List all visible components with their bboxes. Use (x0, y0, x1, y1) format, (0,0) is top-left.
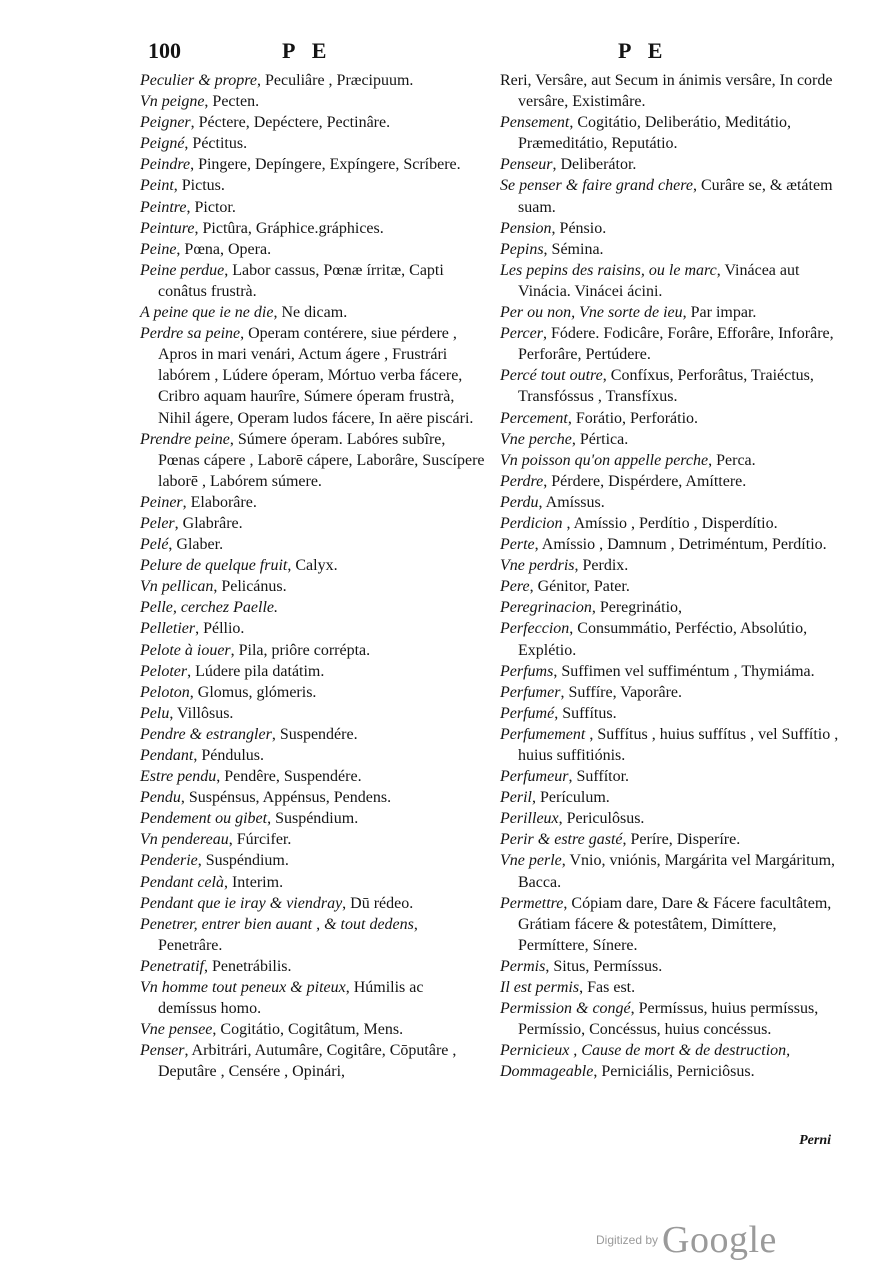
entry-translation: , Deliberátor. (552, 156, 637, 174)
dictionary-entry (140, 597, 486, 618)
entry-headword: Pelure de quelque fruit (140, 557, 288, 575)
dictionary-entry (140, 703, 486, 724)
entry-translation: , Suffimen vel suffiméntum , Thymiáma. (553, 662, 815, 680)
entry-headword: Percer (500, 325, 543, 343)
entry-translation: , Lúdere pila datátim. (187, 662, 325, 680)
dictionary-entry (140, 133, 486, 154)
entry-translation: , Sémina. (543, 240, 604, 258)
dictionary-entry (140, 640, 486, 661)
dictionary-entry (140, 175, 486, 196)
entry-translation: , Permíssus, huius permíssus, Permíssio, Concéssus, huius concéssus. (518, 1000, 819, 1039)
entry-headword: Pernicieux , Cause de mort & de destruction, (500, 1042, 791, 1060)
entry-translation: , Elaborâre. (182, 493, 257, 511)
dictionary-entry (140, 154, 486, 175)
entry-headword: Peloter (140, 662, 188, 680)
entry-headword: A peine que ie ne die (140, 304, 274, 322)
dictionary-entry (500, 682, 842, 703)
entry-headword: Vne perdris (500, 557, 575, 575)
entry-translation: , Suffítus , huius suffítus , vel Suffítio , huius suffitiónis. (518, 725, 839, 764)
entry-headword: Dommageable (500, 1063, 594, 1081)
entry-translation: , Situs, Permíssus. (545, 957, 663, 975)
entry-headword: Permission & congé (500, 1000, 631, 1018)
entry-headword: Permettre (500, 894, 564, 912)
entry-headword: Vne perle (500, 852, 562, 870)
entry-headword: Vn pellican (140, 578, 214, 596)
entry-translation: , Dū rédeo. (342, 894, 414, 912)
dictionary-entry (140, 1040, 486, 1082)
entry-translation: , Pendêre, Suspendére. (216, 768, 362, 786)
entry-translation: , Vnio, vniónis, Margárita vel Margáritum, Bacca. (518, 852, 836, 891)
entry-headword: Pension (500, 219, 552, 237)
entry-headword: Peigner (140, 114, 191, 132)
entry-headword: Pendre & estrangler (140, 725, 272, 743)
entry-translation: , Ne dicam. (273, 304, 348, 322)
entry-translation: , Pictus. (173, 177, 225, 195)
entry-headword: Pelé (140, 536, 169, 554)
entry-translation: , Fúrcifer. (228, 831, 292, 849)
dictionary-entry (500, 239, 842, 260)
dictionary-entry (500, 724, 842, 766)
entry-headword: Permis (500, 957, 546, 975)
entry-headword: Peigné (140, 135, 185, 153)
dictionary-entry (140, 766, 486, 787)
entry-headword: Penser (140, 1042, 185, 1060)
dictionary-entry (500, 618, 842, 660)
dictionary-entry (140, 112, 486, 133)
entry-translation: , Péndulus. (193, 747, 264, 764)
entry-translation: , Pérdere, Dispérdere, Amíttere. (543, 472, 747, 490)
entry-headword: Penderie (140, 852, 198, 870)
entry-translation: , Péllio. (195, 620, 245, 638)
entry-translation: , Confíxus, Perforâtus, Traiéctus, Transfóssus , Transfíxus. (518, 367, 814, 406)
entry-headword: Pendu (140, 789, 181, 807)
entry-translation: , Cogitátio, Deliberátio, Meditátio, Præmeditátio, Reputátio. (518, 114, 792, 153)
digitization-footer (596, 1218, 777, 1262)
entry-headword: Perfums (500, 662, 554, 680)
entry-translation: , Suspendére. (271, 725, 358, 743)
dictionary-entry (140, 576, 486, 597)
dictionary-entry (500, 576, 842, 597)
entry-translation: , Arbitrári, Autumâre, Cogitâre, Cōputâre , Deputâre , Censére , Opinári, (158, 1042, 457, 1081)
dictionary-entry (500, 977, 842, 998)
entry-translation: , Penetrâre. (158, 915, 418, 954)
entry-translation: , Perículum. (532, 789, 610, 807)
entry-translation: , Suspéndium. (197, 852, 289, 870)
dictionary-entry (140, 787, 486, 808)
entry-translation: , Pértica. (571, 430, 629, 448)
entry-headword: Estre pendu (140, 768, 217, 786)
dictionary-entry (140, 872, 486, 893)
entry-translation: , Villôsus. (169, 704, 234, 722)
dictionary-entry (500, 175, 842, 217)
entry-translation: , Amíssio , Damnum , Detriméntum, Perdítio. (534, 536, 827, 554)
entry-translation: , Pictor. (186, 198, 236, 216)
dictionary-entry (500, 450, 842, 471)
entry-headword: Perdu (500, 493, 539, 511)
entry-headword: Per ou non, Vne sorte de ieu (500, 304, 683, 322)
dictionary-entry (140, 893, 486, 914)
entry-headword: Prendre peine (140, 430, 230, 448)
dictionary-entry (140, 682, 486, 703)
dictionary-entry (500, 956, 842, 977)
entry-translation: , Forátio, Perforátio. (567, 409, 699, 427)
entry-headword: Peindre (140, 156, 191, 174)
dictionary-entry (500, 218, 842, 239)
entry-translation: , Curâre se, & ætátem suam. (518, 177, 833, 216)
dictionary-entry (500, 1040, 842, 1061)
dictionary-entry (500, 555, 842, 576)
entry-headword: Perte (500, 536, 535, 554)
entry-headword: Pepins (500, 240, 544, 258)
dictionary-entry (500, 302, 842, 323)
entry-translation: , Génitor, Pater. (529, 578, 630, 596)
entry-headword: Penetratif (140, 957, 204, 975)
dictionary-entry (500, 534, 842, 555)
entry-translation: , Peregrinátio, (591, 599, 683, 617)
entry-headword: Vne pensee (140, 1021, 213, 1039)
dictionary-entry (140, 197, 486, 218)
entry-translation: , Períre, Disperíre. (622, 831, 741, 849)
dictionary-entry (500, 513, 842, 534)
entry-headword: Peloton (140, 683, 190, 701)
entry-translation: , Amíssus. (538, 493, 605, 511)
entry-headword: Perfeccion (500, 620, 570, 638)
entry-translation: , Fas est. (579, 979, 636, 997)
right-column (500, 70, 842, 1083)
dictionary-entry (500, 766, 842, 787)
entry-headword: Peintre (140, 198, 187, 216)
entry-headword: Perir & estre gasté (500, 831, 623, 849)
entry-translation: , Húmilis ac demíssus homo. (158, 979, 424, 1018)
dictionary-entry (140, 555, 486, 576)
entry-headword: Pere (500, 578, 530, 596)
left-column (140, 70, 486, 1083)
entry-headword: Il est permis (500, 979, 580, 997)
entry-translation: , Perniciális, Perniciôsus. (593, 1063, 755, 1081)
dictionary-entry (140, 914, 486, 956)
dictionary-entry (500, 408, 842, 429)
dictionary-entry (140, 618, 486, 639)
entry-headword: Percé tout outre (500, 367, 603, 385)
dictionary-entry (500, 597, 842, 618)
entry-translation: , Cópiam dare, Dare & Fácere facultâtem, Grátiam fácere & potestâtem, Dimíttere, Permíttere, Sínere. (518, 894, 832, 954)
entry-headword: Pendant que ie iray & viendray (140, 894, 343, 912)
entry-translation: , Pœna, Opera. (176, 240, 272, 258)
digitized-by-label: Digitized by (596, 1233, 659, 1247)
entry-headword: Peine perdue (140, 261, 225, 279)
entry-translation: , Vinácea aut Vinácia. Vinácei ácini. (518, 261, 800, 300)
entry-headword: Pelote à iouer (140, 641, 231, 659)
dictionary-entry (500, 893, 842, 956)
entry-translation: , Par impar. (682, 304, 757, 322)
dictionary-entry (140, 956, 486, 977)
entry-translation: , Péctitus. (184, 135, 248, 153)
entry-headword: Peine (140, 240, 177, 258)
entry-headword: Peculier & propre (140, 72, 258, 89)
dictionary-entry (500, 471, 842, 492)
entry-translation: , Peculiâre , Præcipuum. (257, 72, 414, 89)
entry-headword: Perfumer (500, 683, 561, 701)
entry-translation: , Cogitátio, Cogitâtum, Mens. (212, 1021, 404, 1039)
entry-headword: Penseur (500, 156, 553, 174)
entry-translation: , Perdix. (574, 557, 629, 575)
entry-translation: , Pictûra, Gráphice.gráphices. (194, 219, 384, 237)
entry-translation: , Glomus, glómeris. (189, 683, 317, 701)
entry-translation: , Pecten. (204, 93, 260, 111)
dictionary-entry (140, 492, 486, 513)
dictionary-entry (140, 70, 486, 91)
entry-translation: , Glaber. (168, 536, 224, 554)
entry-headword: Peregrinacion (500, 599, 592, 617)
entry-translation: , Suffíre, Vaporâre. (560, 683, 683, 701)
entry-translation: , Interim. (223, 873, 284, 891)
entry-headword: Percement (500, 409, 568, 427)
entry-translation: , Pingere, Depíngere, Expíngere, Scríbere. (190, 156, 461, 174)
entry-translation: , Periculôsus. (558, 810, 645, 828)
dictionary-entry (140, 302, 486, 323)
entry-translation: , Suspéndium. (267, 810, 359, 828)
entry-headword: Vn peigne (140, 93, 205, 111)
dictionary-entry (500, 70, 842, 112)
entry-translation: , Pila, priôre corrépta. (230, 641, 371, 659)
entry-headword: Perdicion (500, 514, 563, 532)
dictionary-entry (140, 1019, 486, 1040)
dictionary-entry (500, 365, 842, 407)
entry-headword: Penetrer, entrer bien auant , & tout dedens (140, 915, 414, 933)
entry-translation: , Labor cassus, Pœnæ írritæ, Capti conâtus frustrà. (158, 261, 444, 300)
dictionary-entry (500, 492, 842, 513)
dictionary-entry (500, 829, 842, 850)
entry-translation: , Operam contérere, siue pérdere , Apros in mari venári, Actum ágere , Frustrári labórem , Lúdere óperam, Mórtuo verba fácere, Cribro aquam haurîre, Súmere óperam frustrà, Nihil ágere, Operam ludos fácere, In aëre piscári. (158, 325, 474, 427)
dictionary-entry (140, 745, 486, 766)
dictionary-entry (140, 91, 486, 112)
entry-translation: , Calyx. (287, 557, 338, 575)
entry-headword: Pelle, cerchez Paelle. (140, 599, 278, 617)
dictionary-entry (500, 429, 842, 450)
dictionary-entry (500, 703, 842, 724)
google-logo: Google (662, 1219, 777, 1261)
dictionary-entry (500, 1061, 842, 1082)
entry-headword: Perfumeur (500, 768, 569, 786)
entry-headword: Perilleux (500, 810, 559, 828)
entry-translation: , Consummátio, Perféctio, Absolútio, Explétio. (518, 620, 808, 659)
entry-headword: Se penser & faire grand chere (500, 177, 693, 195)
entry-translation: , Suspénsus, Appénsus, Pendens. (180, 789, 392, 807)
entry-translation: , Pelicánus. (213, 578, 287, 596)
entry-translation: , Súmere óperam. Labóres subîre, Pœnas cápere , Laborē cápere, Laborâre, Suscípere laborē , Labórem súmere. (158, 430, 485, 490)
dictionary-entry (500, 850, 842, 892)
dictionary-entry (500, 661, 842, 682)
entry-translation: , Suffítus. (554, 704, 617, 722)
entry-translation: , Perca. (708, 451, 756, 469)
entry-headword: Peinture (140, 219, 195, 237)
dictionary-entry (140, 977, 486, 1019)
dictionary-entry (140, 239, 486, 260)
entry-translation: , Glabrâre. (174, 514, 243, 532)
dictionary-entry (500, 323, 842, 365)
dictionary-entry (500, 154, 842, 175)
entry-headword: Pelletier (140, 620, 196, 638)
entry-headword: Peiner (140, 493, 183, 511)
dictionary-entry (140, 534, 486, 555)
dictionary-entry (140, 260, 486, 302)
entry-headword: Pendant (140, 747, 194, 764)
dictionary-entry (140, 808, 486, 829)
dictionary-entry (140, 661, 486, 682)
entry-translation: , Péctere, Depéctere, Pectinâre. (190, 114, 391, 132)
entry-translation: , Amíssio , Perdítio , Disperdítio. (562, 514, 778, 532)
left-running-head: P E (282, 38, 333, 63)
entry-headword: Peint (140, 177, 174, 195)
dictionary-entry (500, 260, 842, 302)
right-running-head: P E (618, 38, 669, 63)
entry-headword: Perdre (500, 472, 544, 490)
page-number: 100 (148, 38, 181, 63)
entry-headword: Perfumement (500, 725, 586, 743)
entry-translation: , Fódere. Fodicâre, Forâre, Efforâre, Inforâre, Perforâre, Pertúdere. (518, 325, 834, 364)
entry-headword: Vn poisson qu'on appelle perche (500, 451, 709, 469)
catchword: Perni (799, 1133, 831, 1148)
dictionary-entry (140, 513, 486, 534)
entry-headword: Vne perche (500, 430, 572, 448)
dictionary-entry (140, 218, 486, 239)
entry-headword: Pensement (500, 114, 570, 132)
dictionary-entry (500, 787, 842, 808)
dictionary-entry (500, 112, 842, 154)
entry-headword: Peril (500, 789, 532, 807)
entry-translation: Reri, Versâre, aut Secum in ánimis versâre, In corde versâre, Existimâre. (500, 72, 833, 111)
dictionary-entry (140, 429, 486, 492)
entry-translation: , Penetrábilis. (203, 957, 292, 975)
dictionary-entry (140, 724, 486, 745)
entry-headword: Perdre sa peine (140, 325, 241, 343)
entry-headword: Pelu (140, 704, 170, 722)
dictionary-entry (140, 829, 486, 850)
entry-headword: Pendant celà (140, 873, 224, 891)
dictionary-entry (140, 850, 486, 871)
entry-headword: Vn homme tout peneux & piteux (140, 979, 346, 997)
dictionary-entry (140, 323, 486, 428)
entry-headword: Pendement ou gibet (140, 810, 268, 828)
entry-headword: Les pepins des raisins, ou le marc (500, 261, 717, 279)
entry-headword: Perfumé (500, 704, 555, 722)
entry-translation: , Suffítor. (568, 768, 630, 786)
entry-headword: Peler (140, 514, 175, 532)
entry-translation: , Pénsio. (551, 219, 607, 237)
dictionary-entry (500, 808, 842, 829)
dictionary-entry (500, 998, 842, 1040)
entry-headword: Vn pendereau (140, 831, 229, 849)
